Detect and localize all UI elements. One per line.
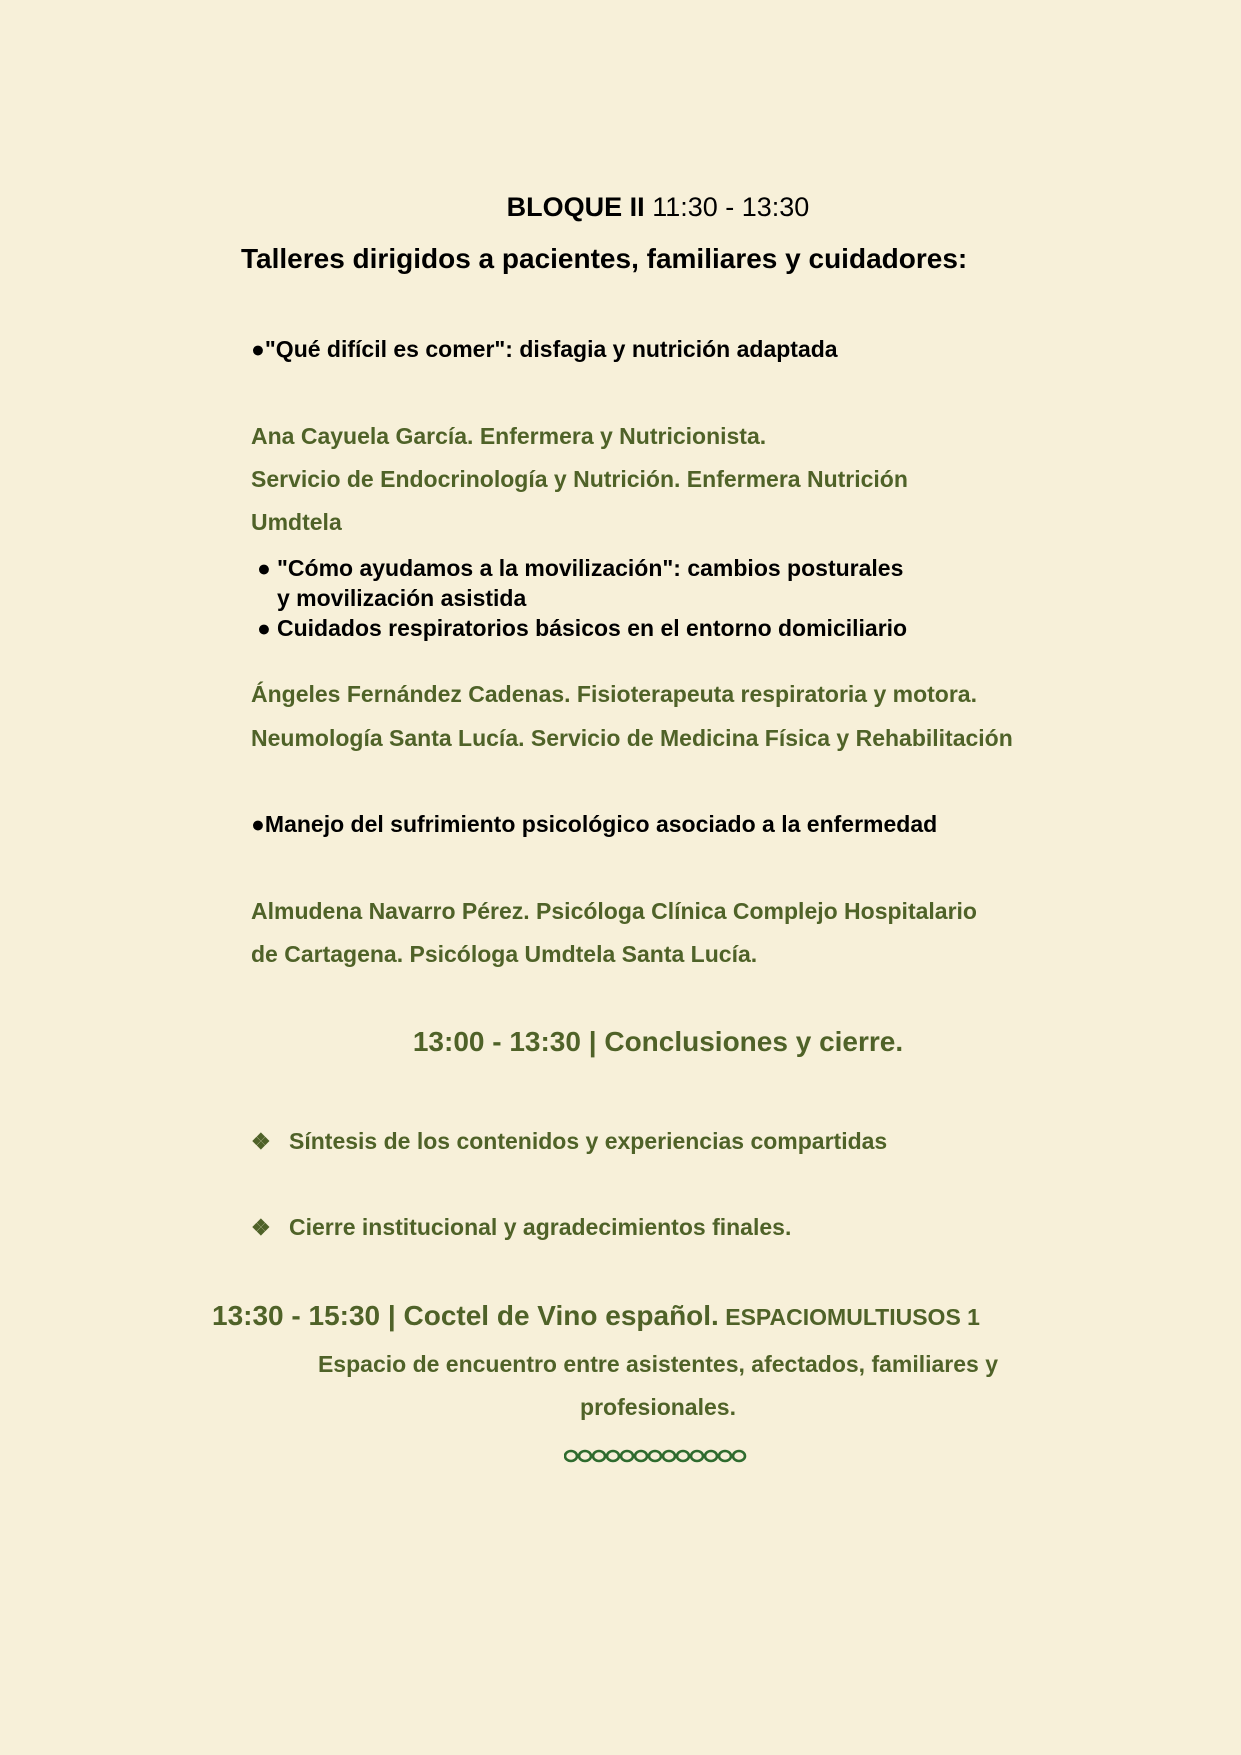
coctel-heading — [212, 1300, 980, 1332]
workshop-2-title-line-2: y movilización asistida — [277, 585, 527, 611]
workshop-2-title-2-text: Cuidados respiratorios básicos en el entorno domiciliario — [277, 615, 908, 641]
workshop-2-title-line-1: "Cómo ayudamos a la movilización": cambios posturales — [277, 555, 904, 581]
diamond-bullet-icon: ❖ — [251, 1129, 271, 1154]
bullet-icon: ● — [257, 555, 271, 581]
workshop-1-speaker-line-3: Umdtela — [251, 509, 342, 535]
bullet-icon: ● — [251, 811, 265, 837]
block-subtitle: Talleres dirigidos a pacientes, familiares y cuidadores: — [241, 243, 968, 274]
workshop-2-speaker-line-1: Ángeles Fernández Cadenas. Fisioterapeuta respiratoria y motora. — [251, 681, 977, 707]
diamond-bullet-icon: ❖ — [251, 1215, 271, 1240]
closing-heading: 13:00 - 13:30 | Conclusiones y cierre. — [412, 1026, 904, 1057]
block-title-time: 11:30 - 13:30 — [644, 192, 810, 222]
workshop-1-speaker-line-1: Ana Cayuela García. Enfermera y Nutricionista. — [251, 423, 767, 449]
coctel-heading-text: 13:30 - 15:30 | Coctel de Vino español. — [212, 1300, 719, 1331]
workshop-1-speaker-line-2: Servicio de Endocrinología y Nutrición. Enfermera Nutrición — [251, 466, 908, 492]
chain-ornament-icon — [564, 1448, 752, 1464]
closing-item-2-text: Cierre institucional y agradecimientos finales. — [289, 1214, 792, 1240]
workshop-1-title-text: "Qué difícil es comer": disfagia y nutrición adaptada — [264, 336, 838, 362]
block-title — [0, 192, 1241, 223]
closing-item-1-text: Síntesis de los contenidos y experiencias compartidas — [289, 1128, 888, 1154]
workshop-2-title-1 — [257, 555, 903, 582]
workshop-3-speaker-line-2: de Cartagena. Psicóloga Umdtela Santa Lucía. — [251, 941, 758, 967]
workshop-1-title — [251, 336, 838, 363]
block-title-bold: BLOQUE II — [506, 192, 645, 222]
bullet-icon: ● — [251, 336, 265, 362]
coctel-desc-line-1: Espacio de encuentro entre asistentes, afectados, familiares y — [317, 1351, 999, 1377]
bullet-icon: ● — [257, 615, 271, 641]
coctel-desc-line-2: profesionales. — [580, 1394, 736, 1420]
workshop-2-title-2 — [257, 615, 907, 642]
workshop-3-speaker-line-1: Almudena Navarro Pérez. Psicóloga Clínica Complejo Hospitalario — [251, 898, 977, 924]
closing-item-1 — [251, 1128, 887, 1155]
workshop-2-speaker-line-2: Neumología Santa Lucía. Servicio de Medicina Física y Rehabilitación — [251, 725, 1013, 751]
workshop-3-title — [251, 811, 937, 838]
closing-item-2 — [251, 1214, 791, 1241]
coctel-place: ESPACIOMULTIUSOS 1 — [718, 1304, 980, 1330]
workshop-3-title-text: Manejo del sufrimiento psicológico asociado a la enfermedad — [264, 811, 938, 837]
